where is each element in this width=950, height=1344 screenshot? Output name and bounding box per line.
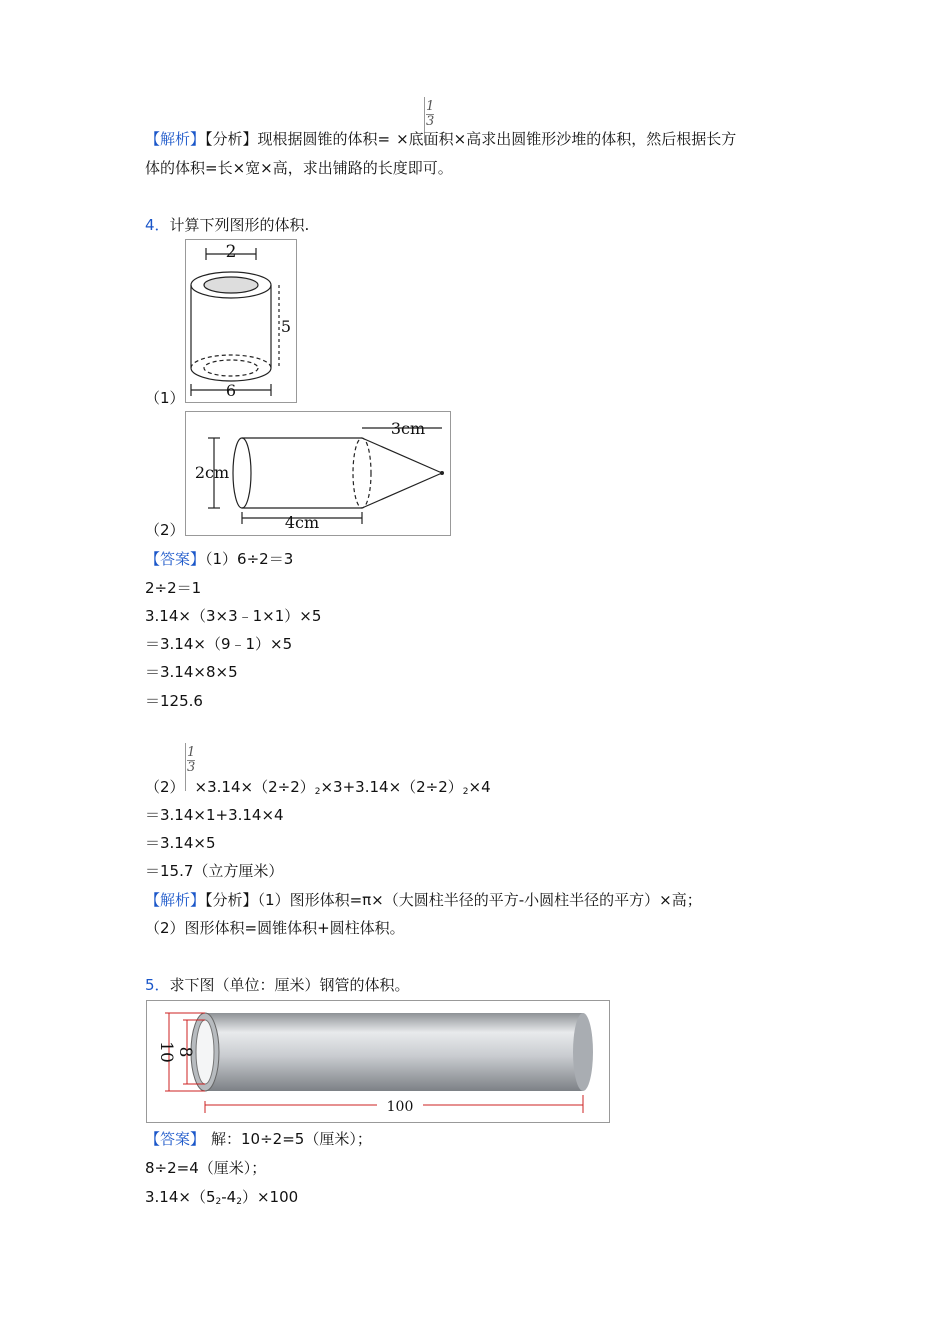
answer-line-2: 2÷2＝1 [145, 579, 202, 597]
question-text: 计算下列图形的体积. [169, 216, 310, 234]
q4-analysis-line-1 [145, 889, 702, 911]
exponent: 2 [314, 787, 321, 797]
question-4-title [145, 214, 309, 236]
part2-formula-line [145, 776, 491, 803]
inner-diameter-label: 8 [175, 1046, 195, 1058]
formula-part-b: -4 [221, 1188, 237, 1206]
answer-line-5: ＝3.14×8×5 [145, 663, 238, 681]
diameter-label: 2cm [194, 463, 230, 482]
analysis-text: （1）图形体积=π×（大圆柱半径的平方-小圆柱半径的平方）×高； [257, 891, 702, 909]
answer-line-6: ＝125.6 [145, 692, 203, 710]
answer-tag: 【答案】 [145, 1130, 206, 1148]
analysis-label: 【分析】 [205, 891, 258, 909]
part2-term-c: ×4 [468, 778, 491, 796]
fraction-denominator: 3 [187, 760, 196, 775]
pipe-length-label: 100 [386, 1099, 414, 1115]
question-5-title [145, 974, 410, 996]
fraction-one-third [426, 100, 434, 129]
part2-prefix: （2） [145, 778, 185, 796]
answer-line-1 [145, 548, 293, 570]
analysis-line-2: 体的体积=长×宽×高，求出铺路的长度即可。 [145, 159, 453, 177]
analysis-tag: 【解析】 [145, 891, 206, 909]
fraction-numerator: 1 [187, 745, 196, 760]
analysis-label: 【分析】 [205, 130, 258, 148]
question-number: 4． [145, 216, 170, 234]
top-diameter-label: 2 [225, 242, 237, 262]
figure-1-label: （1） [145, 389, 185, 407]
exponent: 2 [462, 787, 469, 797]
exponent: 2 [215, 1197, 222, 1207]
answer-line-4: ＝3.14×（9﹣1）×5 [145, 635, 293, 653]
answer-tag: 【答案】 [145, 550, 206, 568]
steel-pipe-drawing [147, 1001, 609, 1122]
analysis-tag: 【解析】 [145, 130, 206, 148]
q5-answer-line-2: 8÷2=4（厘米）； [145, 1159, 267, 1177]
fraction-one-third [187, 746, 195, 775]
question-number: 5． [145, 976, 170, 994]
part2-line-3: ＝3.14×5 [145, 834, 216, 852]
steel-pipe-figure [146, 1000, 610, 1123]
formula-part-c: ）×100 [241, 1188, 299, 1206]
hollow-cylinder-figure [185, 239, 297, 403]
cone-length-label: 3cm [390, 419, 426, 438]
analysis-text-a: 现根据圆锥的体积= [257, 130, 391, 148]
answer-step: （1）6÷2＝3 [205, 550, 294, 568]
part2-term-a: ×3.14×（2÷2） [194, 778, 315, 796]
outer-diameter-label: 10 [156, 1041, 176, 1063]
analysis-line-1 [145, 128, 736, 150]
q5-answer-line-1 [145, 1128, 372, 1150]
cylinder-cone-drawing [186, 412, 450, 535]
height-label: 5 [280, 317, 292, 336]
q5-answer-line-3 [145, 1186, 298, 1213]
figure-2-label: （2） [145, 521, 185, 539]
answer-line-3: 3.14×（3×3﹣1×1）×5 [145, 607, 322, 625]
hollow-cylinder-drawing [186, 240, 296, 402]
formula-part-a: 3.14×（5 [145, 1188, 216, 1206]
part2-line-4: ＝15.7（立方厘米） [145, 862, 284, 880]
cylinder-length-label: 4cm [284, 513, 320, 532]
bottom-diameter-label: 6 [225, 381, 237, 400]
fraction-numerator: 1 [426, 99, 435, 114]
answer-text: 解：10÷2=5（厘米）； [211, 1130, 372, 1148]
q4-analysis-line-2: （2）图形体积=圆锥体积+圆柱体积。 [145, 919, 405, 937]
part2-term-b: ×3+3.14×（2÷2） [320, 778, 463, 796]
analysis-text-b: ×底面积×高求出圆锥形沙堆的体积，然后根据长方 [396, 130, 737, 148]
exponent: 2 [236, 1197, 242, 1207]
part2-line-2: ＝3.14×1+3.14×4 [145, 806, 284, 824]
fraction-denominator: 3 [426, 114, 435, 129]
cylinder-cone-figure [185, 411, 451, 536]
question-text: 求下图（单位：厘米）钢管的体积。 [169, 976, 410, 994]
